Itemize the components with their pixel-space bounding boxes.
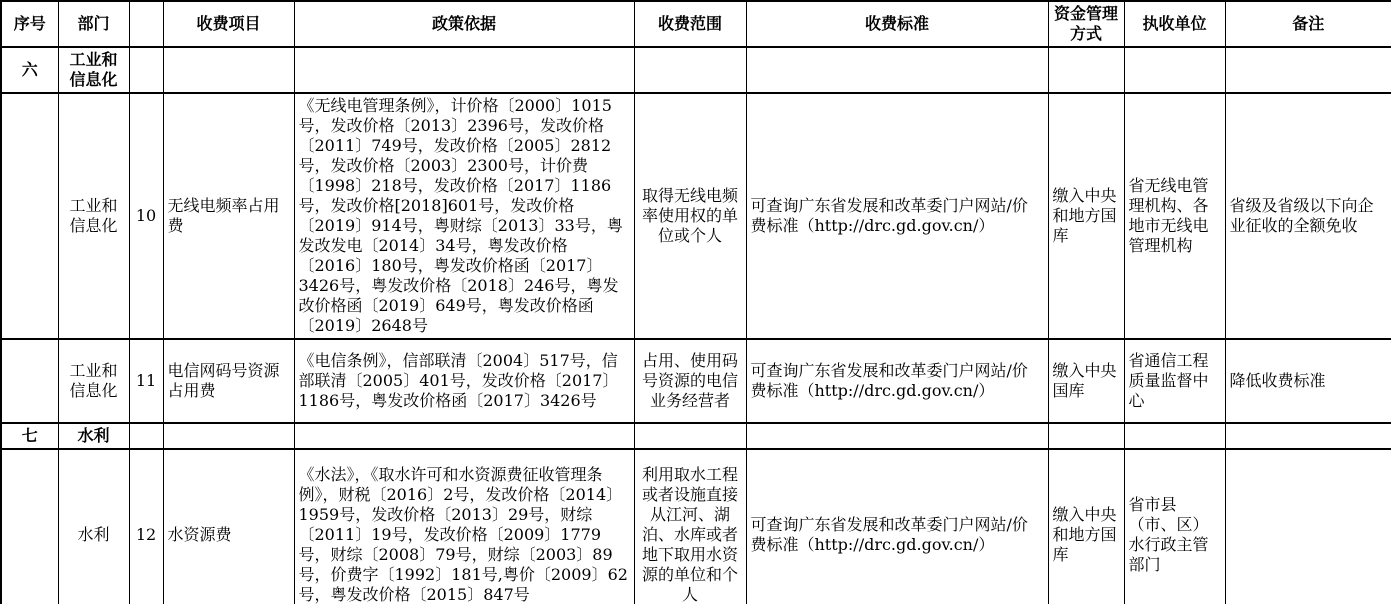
cell-fund-12: 缴入中央和地方国库: [1048, 449, 1124, 604]
cell-num-11: 11: [129, 339, 163, 423]
cell-seq-seven: 七: [1, 423, 58, 449]
cell-dept-seven: 水利: [58, 423, 129, 449]
cell-standard-12: 可查询广东省发展和改革委门户网站/价费标准（http://drc.gd.gov.cn/）: [746, 449, 1048, 604]
cell-empty: [1124, 423, 1225, 449]
cell-empty: [1124, 47, 1225, 93]
cell-empty: [634, 47, 746, 93]
cell-empty: [1225, 47, 1391, 93]
header-seq: 序号: [1, 1, 58, 47]
cell-scope-12: 利用取水工程或者设施直接从江河、湖泊、水库或者地下取用水资源的单位和个人: [634, 449, 746, 604]
table-row-10: [1, 93, 1391, 339]
cell-empty: [746, 423, 1048, 449]
cell-dept-six: 工业和信息化: [58, 47, 129, 93]
cell-dept-12: 水利: [58, 449, 129, 604]
cell-empty: [163, 47, 294, 93]
header-standard: 收费标准: [746, 1, 1048, 47]
cell-empty: [294, 423, 634, 449]
cell-dept-11: 工业和信息化: [58, 339, 129, 423]
cell-empty: [1048, 47, 1124, 93]
header-dept: 部门: [58, 1, 129, 47]
cell-scope-10: 取得无线电频率使用权的单位或个人: [634, 93, 746, 339]
cell-standard-10: 可查询广东省发展和改革委门户网站/价费标准（http://drc.gd.gov.cn/）: [746, 93, 1048, 339]
cell-item-12: 水资源费: [163, 449, 294, 604]
cell-empty: [163, 423, 294, 449]
header-item: 收费项目: [163, 1, 294, 47]
section-row-seven: [1, 423, 1391, 449]
table-row-12: [1, 449, 1391, 604]
header-policy: 政策依据: [294, 1, 634, 47]
header-unit: 执收单位: [1124, 1, 1225, 47]
table-row-11: [1, 339, 1391, 423]
cell-empty: [1048, 423, 1124, 449]
section-row-six: [1, 47, 1391, 93]
header-row: [1, 1, 1391, 47]
cell-dept-10: 工业和信息化: [58, 93, 129, 339]
cell-empty: [294, 47, 634, 93]
cell-item-10: 无线电频率占用费: [163, 93, 294, 339]
cell-policy-11: 《电信条例》，信部联清〔2004〕517号，信部联清〔2005〕401号，发改价格〔2017〕1186号，粤发改价格函〔2017〕3426号: [294, 339, 634, 423]
cell-scope-11: 占用、使用码号资源的电信业务经营者: [634, 339, 746, 423]
cell-empty: [129, 423, 163, 449]
cell-num-10: 10: [129, 93, 163, 339]
cell-standard-11: 可查询广东省发展和改革委门户网站/价费标准（http://drc.gd.gov.cn/）: [746, 339, 1048, 423]
cell-num-12: 12: [129, 449, 163, 604]
cell-item-11: 电信网码号资源占用费: [163, 339, 294, 423]
cell-unit-10: 省无线电管理机构、各地市无线电管理机构: [1124, 93, 1225, 339]
cell-empty: [634, 423, 746, 449]
cell-seq-12: [1, 449, 58, 604]
cell-note-10: 省级及省级以下向企业征收的全额免收: [1225, 93, 1391, 339]
cell-unit-12: 省市县（市、区）水行政主管部门: [1124, 449, 1225, 604]
header-fund: 资金管理方式: [1048, 1, 1124, 47]
cell-fund-10: 缴入中央和地方国库: [1048, 93, 1124, 339]
cell-unit-11: 省通信工程质量监督中心: [1124, 339, 1225, 423]
cell-seq-10: [1, 93, 58, 339]
cell-note-11: 降低收费标准: [1225, 339, 1391, 423]
cell-seq-six: 六: [1, 47, 58, 93]
header-num: [129, 1, 163, 47]
cell-empty: [129, 47, 163, 93]
cell-empty: [1225, 423, 1391, 449]
cell-fund-11: 缴入中央国库: [1048, 339, 1124, 423]
cell-note-12: [1225, 449, 1391, 604]
header-note: 备注: [1225, 1, 1391, 47]
header-scope: 收费范围: [634, 1, 746, 47]
cell-seq-11: [1, 339, 58, 423]
cell-policy-12: 《水法》，《取水许可和水资源费征收管理条例》，财税〔2016〕2号，发改价格〔2014〕1959号，发改价格〔2013〕29号，财综〔2011〕19号，发改价格〔2009〕1779号，财综〔2008〕79号，财综〔2003〕89号，价费字〔1992〕181号,粤价〔2009〕62号，粤发改价格〔2015〕847号: [294, 449, 634, 604]
cell-empty: [746, 47, 1048, 93]
cell-policy-10: 《无线电管理条例》，计价格〔2000〕1015号，发改价格〔2013〕2396号，发改价格〔2011〕749号，发改价格〔2005〕2812号，发改价格〔2003〕2300号，计价费〔1998〕218号，发改价格〔2017〕1186号，发改价格[2018]601号，发改价格〔2019〕914号，粤财综〔2013〕33号，粤发改发电〔2014〕34号，粤发改价格〔2016〕180号，粤发改价格函〔2017〕3426号，粤发改价格〔2018〕246号，粤发改价格函〔2019〕649号，粤发改价格函〔2019〕2648号: [294, 93, 634, 339]
